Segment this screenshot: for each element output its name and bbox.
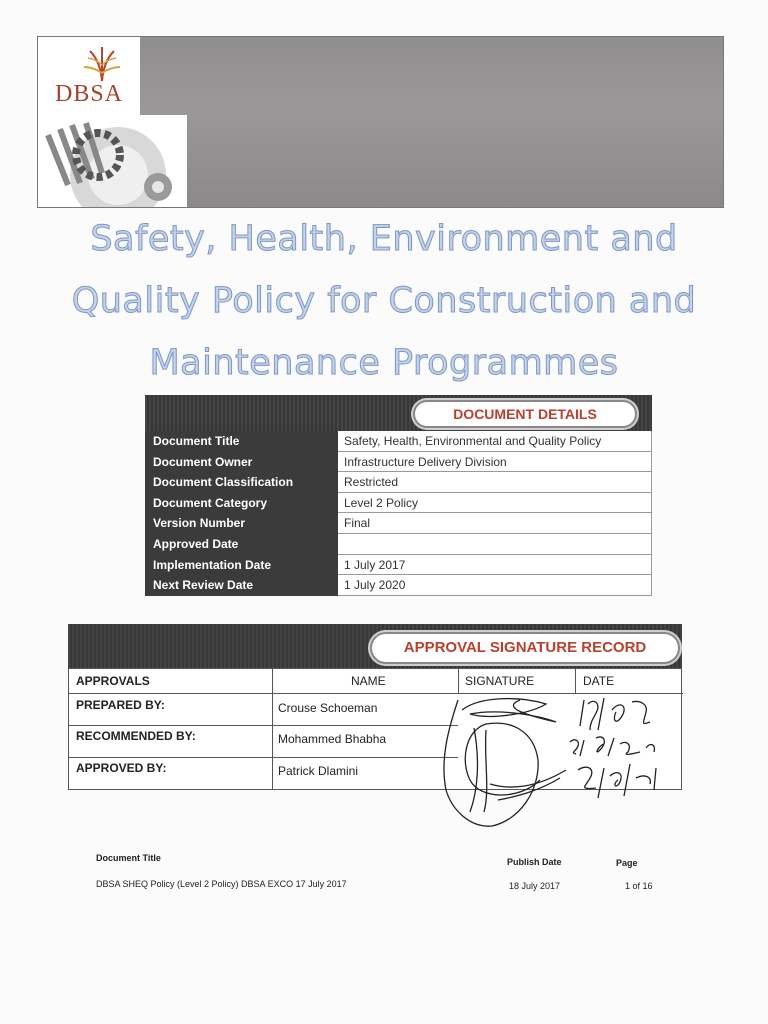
row-value: Restricted xyxy=(338,472,652,493)
footer-publish-date-value: 18 July 2017 xyxy=(509,881,561,891)
header-banner xyxy=(37,36,724,208)
name-recommended: Mohammed Bhabha xyxy=(278,732,387,746)
role-prepared: PREPARED BY: xyxy=(76,698,165,712)
column-header-date: DATE xyxy=(583,674,615,688)
footer-document-title-value: DBSA SHEQ Policy (Level 2 Policy) DBSA EXCO 17 July 2017 xyxy=(96,879,347,889)
footer-document-title-label: Document Title xyxy=(96,853,161,863)
footer-page-value: 1 of 16 xyxy=(625,881,653,891)
approval-grid xyxy=(68,668,682,790)
title-line-2: Quality Policy for Construction and xyxy=(71,281,697,321)
table-row xyxy=(145,534,652,555)
column-header-signature: SIGNATURE xyxy=(465,674,535,688)
row-label: Approved Date xyxy=(145,534,338,555)
document-details-heading: DOCUMENT DETAILS xyxy=(413,400,637,428)
column-header-approvals: APPROVALS xyxy=(76,674,150,688)
table-row xyxy=(145,555,652,576)
document-details-table xyxy=(145,395,652,595)
table-row xyxy=(145,575,652,596)
title-line-1: Safety, Health, Environment and xyxy=(90,219,678,259)
logo-area xyxy=(38,37,140,115)
row-value: Infrastructure Delivery Division xyxy=(338,452,652,473)
dbsa-logo-icon xyxy=(82,43,122,83)
footer-page-label: Page xyxy=(616,858,638,868)
table-row xyxy=(145,493,652,514)
row-value: Level 2 Policy xyxy=(338,493,652,514)
role-approved: APPROVED BY: xyxy=(76,761,167,775)
table-row xyxy=(145,513,652,534)
approval-signature-table xyxy=(68,624,682,790)
row-label: Implementation Date xyxy=(145,555,338,576)
document-details-rows xyxy=(145,431,652,596)
document-title-heading xyxy=(40,208,728,394)
row-label: Next Review Date xyxy=(145,575,338,596)
row-value xyxy=(338,534,652,555)
row-label: Document Title xyxy=(145,431,338,452)
role-recommended: RECOMMENDED BY: xyxy=(76,729,196,743)
row-value: Final xyxy=(338,513,652,534)
name-prepared: Crouse Schoeman xyxy=(278,701,378,715)
row-value: 1 July 2017 xyxy=(338,555,652,576)
table-row xyxy=(145,452,652,473)
row-label: Version Number xyxy=(145,513,338,534)
row-value: Safety, Health, Environmental and Quality Policy xyxy=(338,431,652,452)
row-label: Document Category xyxy=(145,493,338,514)
gears-icon xyxy=(38,115,187,207)
name-approved: Patrick Dlamini xyxy=(278,764,359,778)
gears-image xyxy=(38,115,187,207)
table-row xyxy=(145,431,652,452)
row-value: 1 July 2020 xyxy=(338,575,652,596)
logo-text: DBSA xyxy=(54,81,124,107)
table-row xyxy=(145,472,652,493)
title-line-3: Maintenance Programmes xyxy=(149,343,619,383)
approval-header xyxy=(68,624,682,668)
column-header-name: NAME xyxy=(351,674,386,688)
row-label: Document Owner xyxy=(145,452,338,473)
footer-publish-date-label: Publish Date xyxy=(507,857,562,867)
row-label: Document Classification xyxy=(145,472,338,493)
document-details-header xyxy=(145,395,652,431)
approval-heading: APPROVAL SIGNATURE RECORD xyxy=(370,632,680,664)
